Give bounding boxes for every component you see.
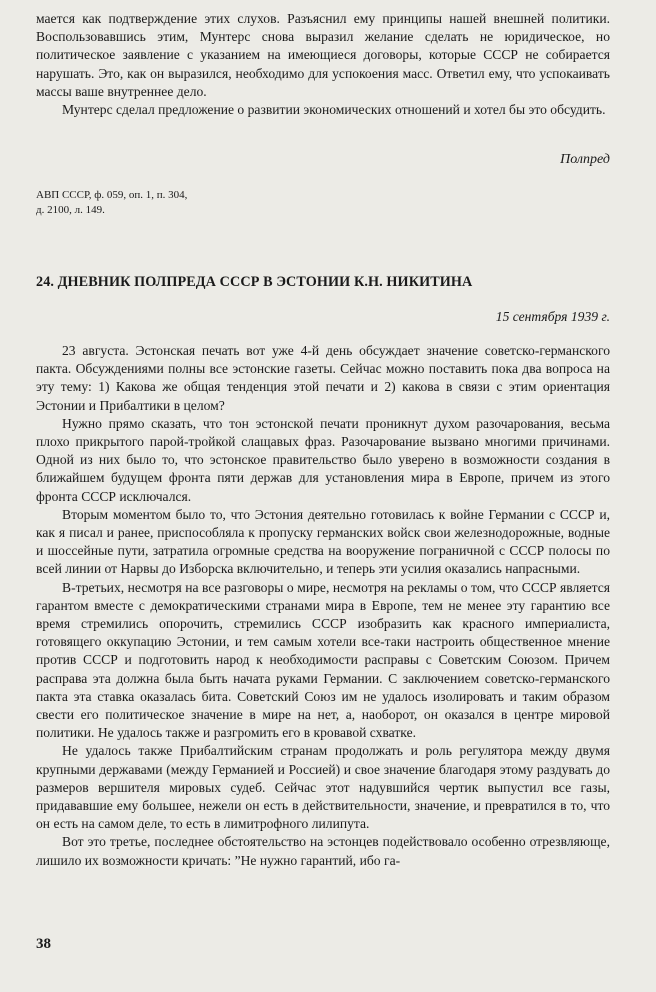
document-date: 15 сентября 1939 г. [495, 309, 610, 324]
page-number: 38 [36, 936, 51, 952]
paragraph: В-третьих, несмотря на все разговоры о мире, несмотря на рекламы о том, что СССР является гарантом вместе с демократическими странами мира в Европе, тем не менее эту гарантию все время стремились опорочить, стремились СССР изобразить как красного империалиста, готовящего оккупацию Эстонии, и тем самым хотели все-таки настроить общественное мнение против СССР и подготовить народ к необходимости расправы с Советским Союзом. Причем расправа эта должна была быть начата руками Германии. С заключением советско-германского пакта эта ставка оказалась бита. Советский Союз им не удалось изолировать и таким образом свести его политическое значение в мире на нет, а, наоборот, он оказался в центре мировой политики. Не удалось также и разгромить его в кровавой схватке. [36, 579, 610, 741]
archive-reference-line: АВП СССР, ф. 059, оп. 1, п. 304, [36, 189, 188, 201]
paragraph: Нужно прямо сказать, что тон эстонской печати проникнут духом разочарования, весьма плохо прикрытого парой-тройкой слащавых фраз. Разочарование вызвано многими причинами. Одной из них было то, что эстонское правительство было уверено в возможности создания в ближайшем будущем фронта пяти держав для установления мира в Европе, причем из этого фронта СССР исключался. [36, 415, 610, 504]
archive-reference [36, 188, 187, 218]
paragraph: Вот это третье, последнее обстоятельство на эстонцев подействовало особенно отрезвляюще, лишило их возможности кричать: ”Не нужно гарантий, ибо га- [36, 834, 610, 868]
paragraph: Не удалось также Прибалтийским странам продолжать и роль регулятора между двумя крупными державами (между Германией и Россией) и свое значение благодаря этому раздувать до размеров вершителя мировых судеб. Сейчас этот надувшийся чертик выпустил все газы, придававшие ему большее, нежели он есть в действительности, значение, и превратился в то, что он есть на самом деле, то есть в лимитрофного лилипута. [36, 743, 610, 832]
archive-reference-line: д. 2100, л. 149. [36, 204, 105, 216]
document-heading: 24. ДНЕВНИК ПОЛПРЕДА СССР В ЭСТОНИИ К.Н. НИКИТИНА [36, 274, 473, 290]
paragraph: мается как подтверждение этих слухов. Разъяснил ему принципы нашей внешней политики. Воспользовавшись этим, Мунтерс снова выразил желание сделать не юридическое, но политическое заявление с указанием на имеющиеся договоры, которые СССР не собирается нарушать. Это, как он выразился, необходимо для успокоения масс. Ответил ему, что успокаивать массы ваше внутреннее дело. [36, 11, 610, 99]
paragraph: Мунтерс сделал предложение о развитии экономических отношений и хотел бы это обсудить. [62, 102, 606, 118]
signature: Полпред [560, 152, 610, 167]
paragraph: 23 августа. Эстонская печать вот уже 4-й день обсуждает значение советско-германского пакта. Обсуждениями полны все эстонские газеты. Сейчас можно поставить пока два вопроса на эту тему: 1) Какова же общая тенденция этой печати и 2) какова в связи с этим ориентация Эстонии и Прибалтики в целом? [36, 343, 610, 413]
previous-document-ending [36, 10, 610, 119]
document-body [36, 342, 610, 870]
paragraph: Вторым моментом было то, что Эстония деятельно готовилась к войне Германии с СССР и, как я писал и ранее, приспособляла к пропуску германских войск свои железнодорожные, водные и шоссейные пути, затратила огромные средства на вооружение пограничной с СССР полосы по всей линии от Нарвы до Изборска включительно, и теперь эти усилия оказались напрасными. [36, 506, 610, 577]
